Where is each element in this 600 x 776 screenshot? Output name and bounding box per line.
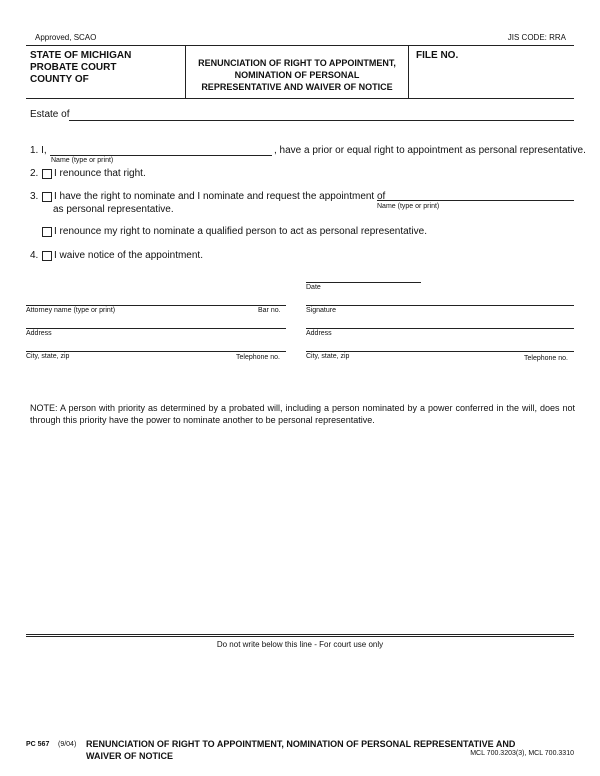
header-top-rule: [26, 45, 574, 46]
date-field[interactable]: [306, 282, 421, 283]
footer-title: [86, 738, 515, 762]
court-use-rule-2: [26, 636, 574, 637]
item-4-number: 4.: [30, 250, 39, 261]
city-left-field[interactable]: [26, 351, 286, 352]
signature-field[interactable]: [306, 305, 574, 306]
city-left-label: City, state, zip: [26, 353, 70, 360]
address-left-field[interactable]: [26, 328, 286, 329]
court-state: STATE OF MICHIGAN: [30, 50, 132, 61]
note-text: NOTE: A person with priority as determined by a probated will, including a person nominated by a power conferred in the will, does not through this priority have the power to nominate another to be personal representative.: [30, 403, 575, 425]
city-right-label: City, state, zip: [306, 353, 350, 360]
footer-title-line-2: WAIVER OF NOTICE: [86, 751, 174, 761]
item-2-checkbox[interactable]: [42, 169, 52, 179]
telephone-right-label: Telephone no.: [524, 355, 568, 362]
estate-field[interactable]: [69, 120, 574, 121]
mcl-reference: MCL 700.3203(3), MCL 700.3310: [470, 750, 574, 757]
attorney-name-label: Attorney name (type or print): [26, 307, 116, 314]
form-number: PC 567: [26, 741, 50, 748]
date-label: Date: [306, 284, 321, 291]
item-3-caption: Name (type or print): [377, 203, 440, 210]
header-bottom-rule: [26, 98, 574, 99]
city-right-field[interactable]: [306, 351, 574, 352]
court-name: PROBATE COURT: [30, 62, 117, 73]
address-right-field[interactable]: [306, 328, 574, 329]
footer-title-line-1: RENUNCIATION OF RIGHT TO APPOINTMENT, NOMINATION OF PERSONAL REPRESENTATIVE AND: [86, 739, 516, 749]
item-3-name-field[interactable]: [377, 200, 574, 201]
telephone-left-label: Telephone no.: [236, 354, 280, 361]
court-use-label: Do not write below this line - For court use only: [216, 640, 384, 649]
approved-label: Approved, SCAO: [35, 33, 97, 42]
form-revision: (9/04): [58, 741, 77, 748]
item-1-caption: Name (type or print): [51, 157, 114, 164]
signature-label: Signature: [306, 307, 336, 314]
jis-code: JIS CODE: RRA: [507, 33, 566, 42]
court-use-rule-1: [26, 634, 574, 635]
attorney-name-field[interactable]: [26, 305, 286, 306]
item-1-name-field[interactable]: [50, 155, 272, 156]
address-right-label: Address: [306, 330, 332, 337]
form-title: [186, 57, 408, 93]
item-3-checkbox[interactable]: [42, 192, 52, 202]
item-1-number: 1. I,: [30, 145, 47, 156]
item-2-number: 2.: [30, 168, 39, 179]
court-county: COUNTY OF: [30, 74, 89, 85]
court-block: [30, 50, 131, 86]
address-left-label: Address: [26, 330, 52, 337]
item-1-text: , have a prior or equal right to appointment as personal representative.: [274, 145, 586, 156]
item-4-text: I waive notice of the appointment.: [54, 250, 203, 261]
estate-label: Estate of: [30, 109, 70, 120]
item-3-number: 3.: [30, 191, 39, 202]
item-3-text-2: as personal representative.: [53, 204, 174, 215]
item-3b-text: I renounce my right to nominate a qualified person to act as personal representative.: [54, 226, 427, 237]
item-4-checkbox[interactable]: [42, 251, 52, 261]
file-no-label: FILE NO.: [416, 50, 459, 61]
bar-no-label: Bar no.: [258, 307, 281, 314]
form-title-line-2: NOMINATION OF PERSONAL: [234, 70, 360, 80]
header-divider-2: [408, 45, 409, 98]
item-3b-checkbox[interactable]: [42, 227, 52, 237]
form-title-line-1: RENUNCIATION OF RIGHT TO APPOINTMENT,: [198, 58, 396, 68]
item-2-text: I renounce that right.: [54, 168, 146, 179]
item-3-text: I have the right to nominate and I nominate and request the appointment of: [54, 191, 386, 202]
form-title-line-3: REPRESENTATIVE AND WAIVER OF NOTICE: [201, 82, 393, 92]
